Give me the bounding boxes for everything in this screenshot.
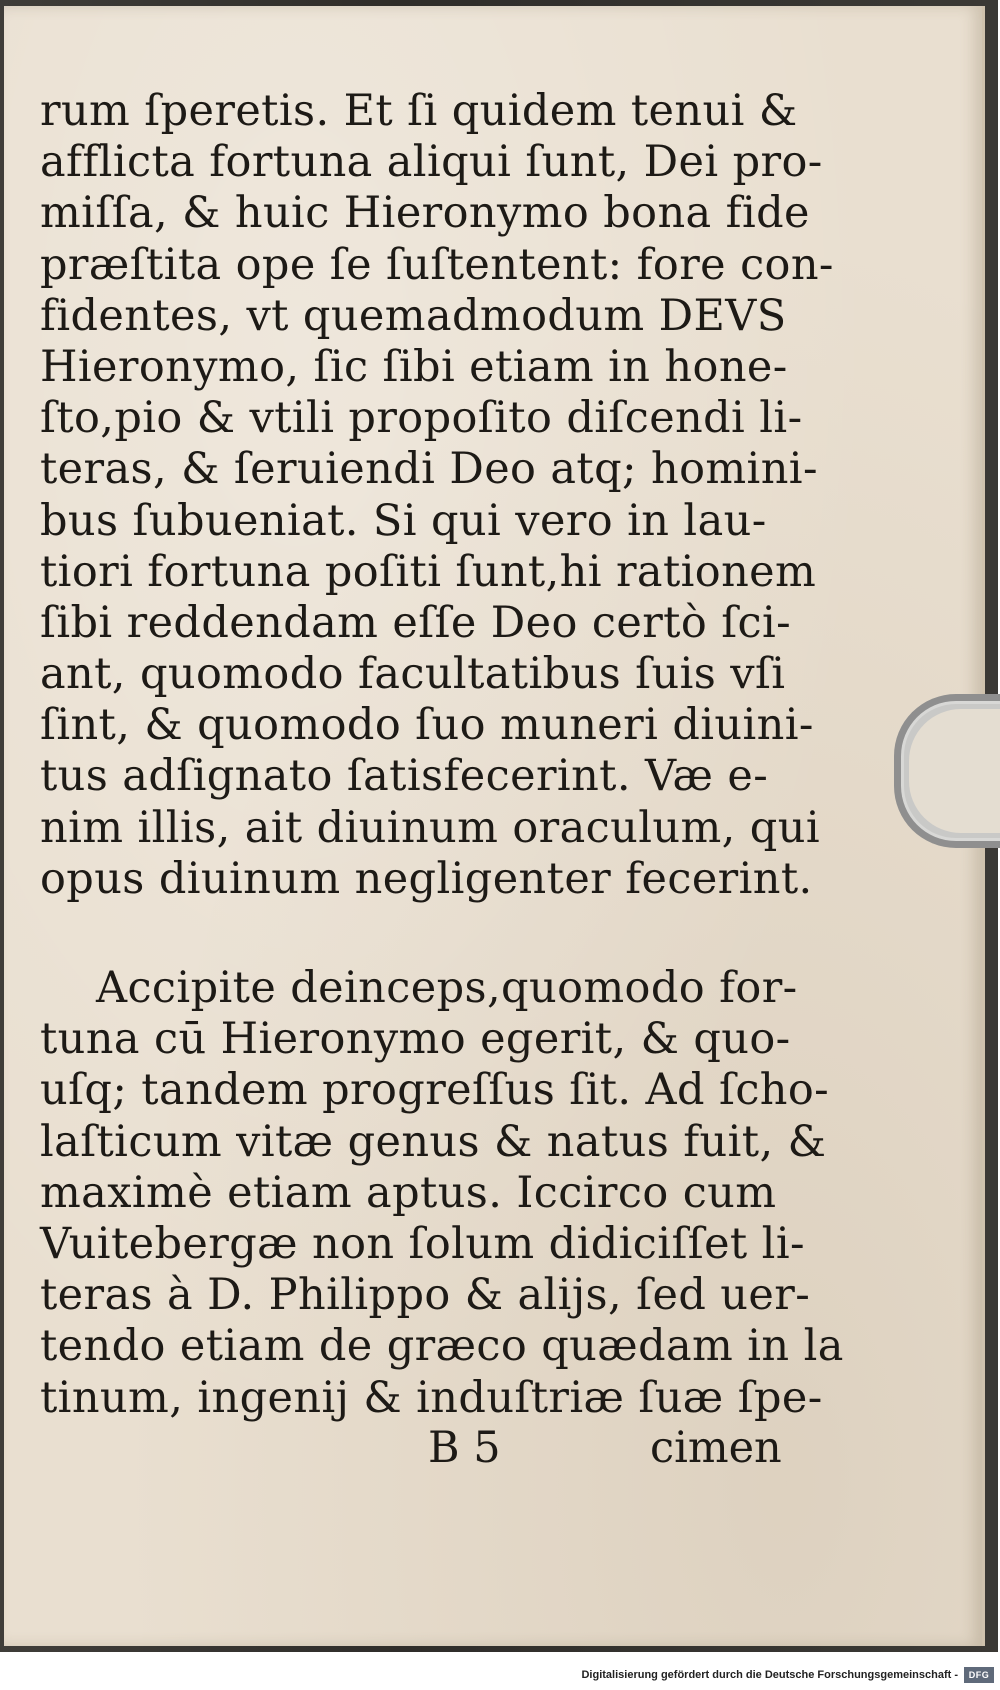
text-line: ſibi reddendam eſſe Deo certò ſci- <box>40 597 792 648</box>
catchword: cimen <box>650 1423 782 1473</box>
text-line: fidentes, vt quemadmodum DEVS <box>40 290 787 341</box>
text-line: teras à D. Philippo & alijs, ſed uer- <box>40 1270 811 1321</box>
text-line: nim illis, ait diuinum oraculum, qui <box>40 802 820 853</box>
text-line: ſto,pio & vtili propoſito diſcendi li- <box>40 393 803 444</box>
text-line: opus diuinum negligenter fecerint. <box>40 853 813 904</box>
digitization-footer <box>0 1664 1000 1690</box>
text-line: ſint, & quomodo ſuo muneri diuini- <box>40 700 814 751</box>
text-line: Accipite deinceps,quomodo for- <box>96 963 798 1013</box>
text-line: rum ſperetis. Et ſi quidem tenui & <box>40 86 798 136</box>
text-line: tendo etiam de græco quædam in la <box>40 1321 844 1372</box>
text-line: tuna cū Hieronymo egerit, & quo- <box>40 1014 791 1065</box>
signature-mark: B 5 <box>428 1423 501 1473</box>
text-line: tinum, ingenij & induſtriæ ſuæ ſpe- <box>40 1372 823 1423</box>
text-line: laſticum vitæ genus & natus fuit, & <box>40 1116 827 1167</box>
text-line: uſq; tandem progreſſus ſit. Ad ſcho- <box>40 1065 830 1116</box>
text-line: ant, quomodo facultatibus ſuis vſi <box>40 649 786 700</box>
paper-page <box>4 6 985 1646</box>
text-line: tus adſignato ſatisfecerint. Væ e- <box>40 751 769 802</box>
text-line: maximè etiam aptus. Iccirco cum <box>40 1167 777 1218</box>
clip-opening <box>909 709 1000 833</box>
dfg-logo-icon: DFG <box>964 1667 994 1683</box>
text-line: Vuitebergæ non ſolum didiciſſet li- <box>40 1218 805 1269</box>
text-line: miſſa, & huic Hieronymo bona fide <box>40 188 810 239</box>
metal-page-clip <box>894 694 1000 848</box>
paragraph-gap <box>40 905 800 963</box>
text-line: tiori fortuna poſiti ſunt,hi rationem <box>40 546 817 597</box>
text-line: afflicta fortuna aliqui ſunt, Dei pro- <box>40 137 823 188</box>
text-line: præſtita ope ſe ſuſtentent: fore con- <box>40 239 834 290</box>
page-footer-marks <box>4 1423 804 1474</box>
body-text <box>40 86 844 1424</box>
funding-credit: Digitalisierung gefördert durch die Deutsche Forschungsgemeinschaft - <box>581 1669 958 1681</box>
text-line: Hieronymo, ſic ſibi etiam in hone- <box>40 341 788 392</box>
text-line: teras, & ſeruiendi Deo atq; homini- <box>40 444 818 495</box>
text-line: bus ſubueniat. Si qui vero in lau- <box>40 495 767 546</box>
